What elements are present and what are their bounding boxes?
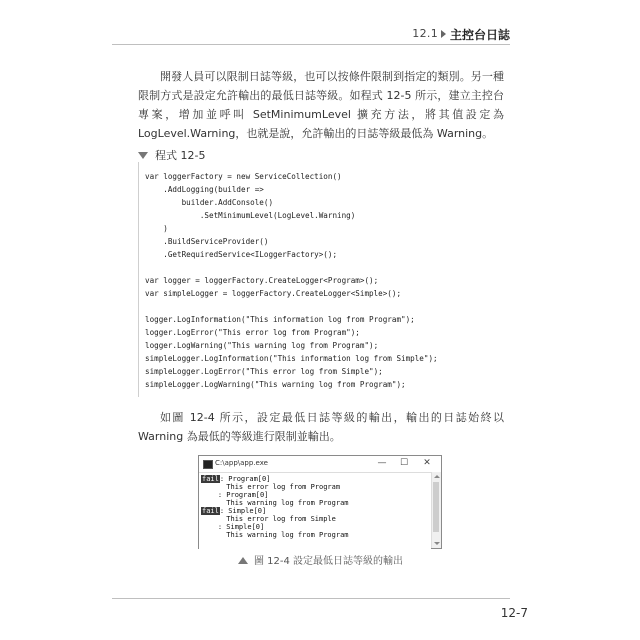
code-line: logger.LogInformation("This information log from Program"); — [145, 315, 415, 324]
minimize-button: — — [377, 458, 387, 468]
console-app-icon — [203, 460, 213, 469]
running-header — [112, 24, 510, 45]
console-line-text: This error log from Program — [201, 483, 341, 491]
scroll-thumb — [433, 482, 439, 532]
code-listing — [138, 162, 507, 397]
scroll-up-icon — [434, 475, 440, 478]
close-button: ✕ — [423, 458, 431, 468]
code-line: .AddLogging(builder => — [145, 185, 264, 194]
figure-caption — [238, 552, 403, 567]
console-line — [201, 491, 268, 499]
intro-paragraph: 開發人員可以限制日誌等級，也可以按條件限制到指定的類別。另一種限制方式是設定允許輸出的最低日誌等級。如程式 12-5 所示，建立主控台專案，增加並呼叫 SetMinimumLevel 擴充方法，將其值設定為 LogLevel.Warning，也就是說，允許輸出的日誌等級最低為 Warning。 — [138, 70, 504, 140]
code-line: .BuildServiceProvider() — [145, 237, 269, 246]
console-window-title: C:\app\app.exe — [215, 459, 268, 467]
console-line-text: This warning log from Program — [201, 499, 349, 507]
console-line-text: : Simple[0] — [201, 523, 265, 531]
console-scrollbar — [431, 472, 441, 548]
code-line: .GetRequiredService<ILoggerFactory>(); — [145, 250, 338, 259]
code-line: ) — [145, 224, 168, 233]
header-arrow-icon — [441, 30, 446, 38]
fail-tag: fail — [202, 507, 219, 515]
console-line — [201, 507, 266, 515]
console-line-text: : Simple[0] — [219, 507, 267, 515]
code-line: logger.LogError("This error log from Program"); — [145, 328, 360, 337]
section-title: 主控台日誌 — [449, 28, 510, 42]
code-line: var logger = loggerFactory.CreateLogger<Program>(); — [145, 276, 379, 285]
code-line: simpleLogger.LogError("This error log from Simple"); — [145, 367, 383, 376]
fail-tag: fail — [202, 475, 219, 483]
console-output — [199, 472, 431, 549]
code-line: var loggerFactory = new ServiceCollection() — [145, 172, 342, 181]
console-line — [201, 475, 270, 483]
code-line: simpleLogger.LogInformation("This information log from Simple"); — [145, 354, 438, 363]
console-line — [201, 531, 349, 539]
console-line-text: This error log from Simple — [201, 515, 336, 523]
console-line-text: This warning log from Program — [201, 531, 349, 539]
listing-label-text: 程式 12-5 — [155, 149, 206, 162]
scroll-down-icon — [434, 542, 440, 545]
console-line-text: : Program[0] — [201, 491, 269, 499]
console-line — [201, 515, 336, 523]
maximize-button: ☐ — [399, 458, 409, 468]
console-line — [201, 523, 264, 531]
page-number: 12-7 — [500, 606, 528, 620]
footer-rule — [112, 598, 510, 599]
code-line: builder.AddConsole() — [145, 198, 274, 207]
listing-triangle-icon — [138, 152, 148, 159]
caption-triangle-icon — [238, 557, 248, 564]
code-line: .SetMinimumLevel(LogLevel.Warning) — [145, 211, 356, 220]
listing-label — [138, 147, 205, 163]
console-window-screenshot — [198, 455, 442, 549]
second-paragraph: 如圖 12-4 所示，設定最低日誌等級的輸出，輸出的日誌始終以 Warning 為最低的等級進行限制並輸出。 — [138, 411, 504, 443]
console-line-text: : Program[0] — [219, 475, 271, 483]
code-line: logger.LogWarning("This warning log from Program"); — [145, 341, 379, 350]
console-titlebar — [199, 456, 441, 472]
figure-caption-text: 圖 12-4 設定最低日誌等級的輸出 — [254, 556, 404, 567]
code-line: var simpleLogger = loggerFactory.CreateLogger<Simple>(); — [145, 289, 402, 298]
console-line — [201, 499, 349, 507]
code-line: simpleLogger.LogWarning("This warning log from Program"); — [145, 380, 406, 389]
console-line — [201, 483, 340, 491]
section-number: 12.1 — [412, 27, 438, 40]
